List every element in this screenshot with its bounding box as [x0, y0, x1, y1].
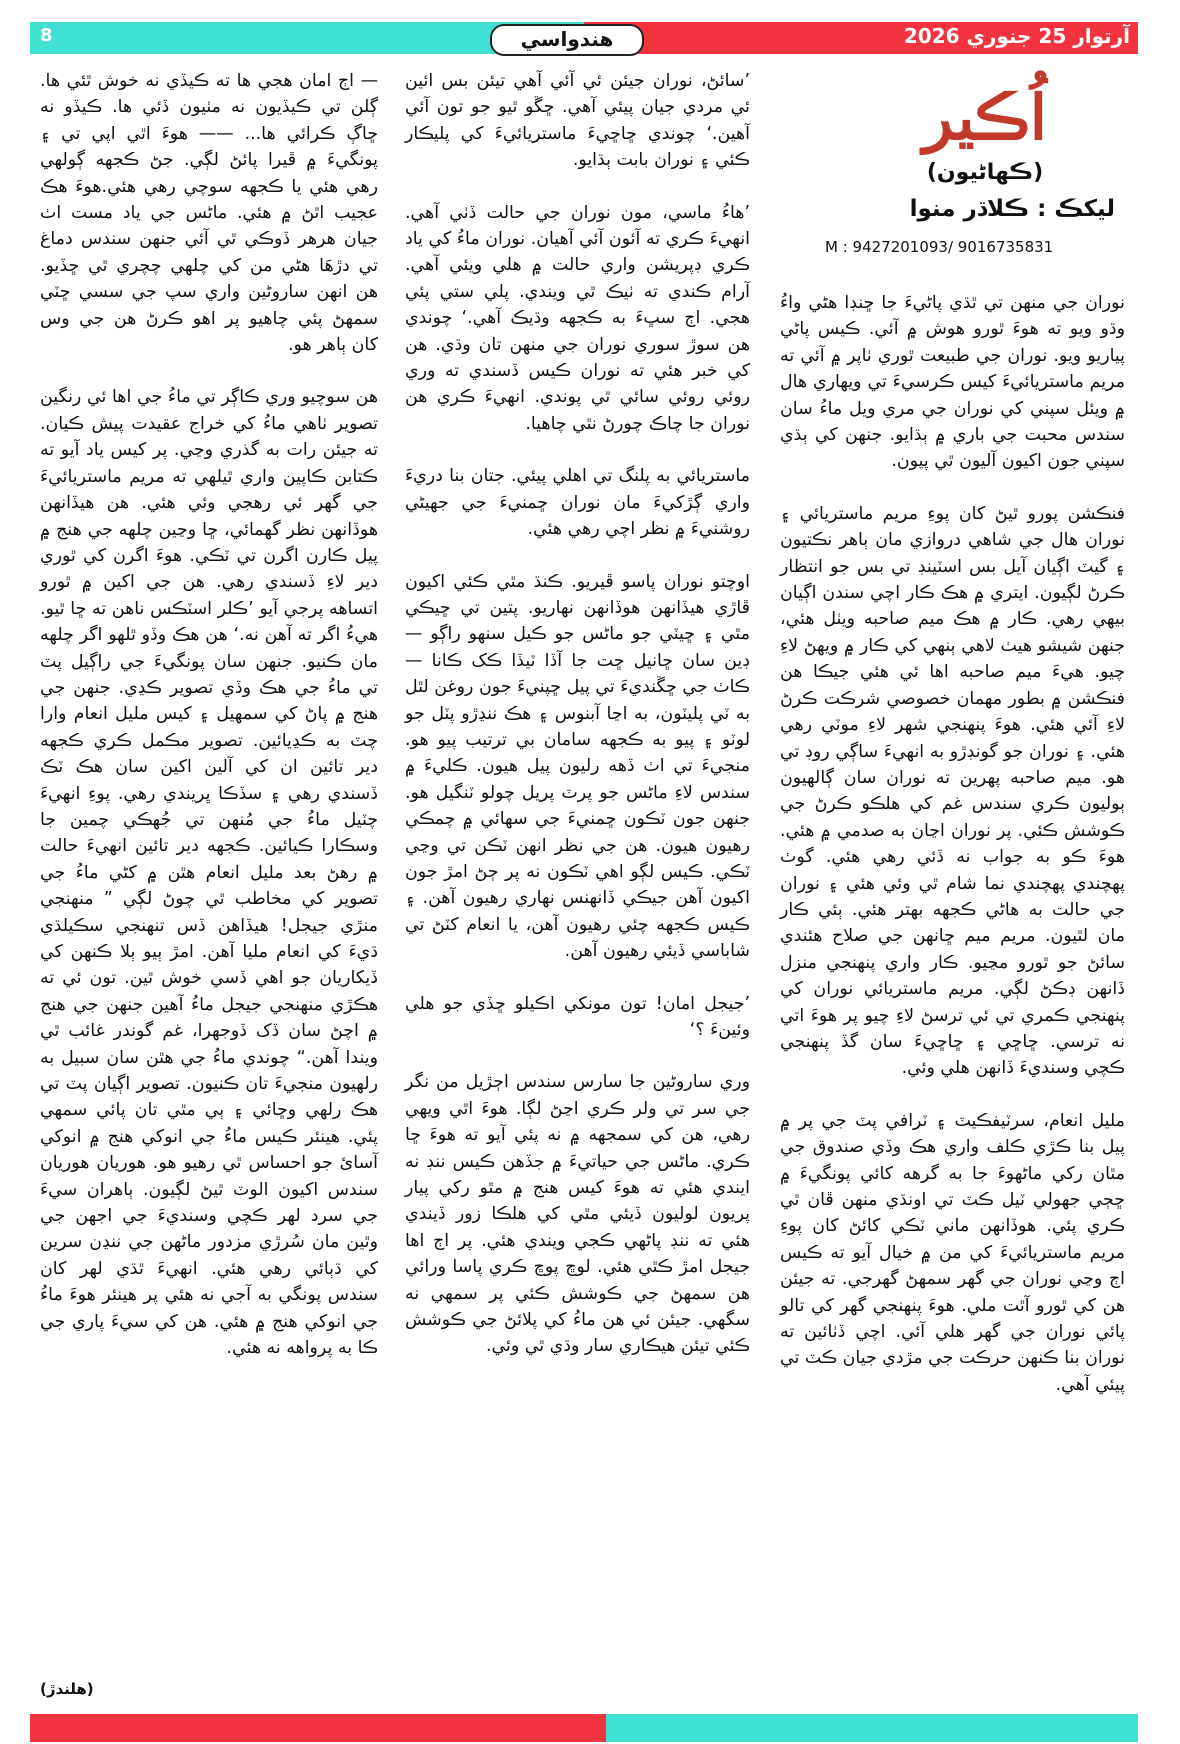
author-byline: ليکڪ : ڪلاڌر منوا [909, 196, 1115, 222]
article-column-left [40, 68, 378, 1388]
article-genre: (ڪهاڻيون) [926, 160, 1044, 185]
paragraph: — اڄ امان هجي ها ته ڪيڏي نه خوش ٿئي ها. ڳلن تي ڪيڏيون نه مٺيون ڏئي ها. ڪيڏو نه ڇاڳ ڪرائي ها... —— هوءَ اٿي اپي تي ۽ پونگيءَ ۾ ڦيرا پائڻ لڳي. جڻ ڪجهه ڳولهي رهي هئي يا ڪجهه سوچي رهي هئي.هوءَ هڪ عجيب اٿڻ ۾ هئي. ماڻس جي ياد مست اٺ جيان هرهر ڏوڪي ٿي آئي جنهن سندس دماغ تي دڙهَا هڻي من کي چلهي چچري ٿي ڇڏيو. هن انهن ساروڻين واري سپ جي سسي ڇٽي سمهڻ پئي چاهيو پر اهو ڪرڻ هن جي وس کان ٻاهر هو. [40, 71, 378, 356]
page-number: 8 [40, 25, 53, 46]
paragraph: فنڪشن پورو ٿيڻ کان پوءِ مريم ماستريائي ۽ نوران هال جي شاهي دروازي مان ٻاهر نڪتيون ۽ گيٽ اڳيان آيل بس اسٽينڊ تي بس جو انتظار ڪرڻ لڳيون. ايتري ۾ هڪ ڪار اچي سندن اڳيان بيهي رهي. ڪار ۾ هڪ ميم صاحبه ويٺل هئي، جنهن شيشو هيٺ لاهي ٻنهي کي ڪار ۾ ويهڻ لاءِ چيو. هيءَ ميم صاحبه اها ئي هئي جيڪا هن فنڪشن ۾ بطور مهمان خصوصي شرڪت ڪرڻ لاءِ آئي هئي. هوءَ پنهنجي شهر لاءِ موٽي رهي هئي. ۽ نوران جو گونڊڙو به انهيءَ ساڳي روڊ تي هو. ميم صاحبه پهرين ته نوران سان ڳالهيون ٻوليون ڪري سندس غم کي هلڪو ڪرڻ جي ڪوشش ڪئي. پر نوران اڃان به صدمي ۾ هئي. هوءَ ڪو به جواب نه ڏئي رهي هئي. گوٺ پهچندي پهچندي نما شام ٿي وئي هئي ۽ نوران جي حالت به هاڻي ڪجهه بهتر هئي. ٻئي ڪار مان لٿيون. مريم ميم ڇانهن جي صلاح هئندي سائڻ جو ٿورو مڃيو. ڪار واري پنهنجي منزل ڏانهن ڊڪڻ لڳي. مريم ماستريائي نوران کي پنهنجي ڪمري تي ئي ترسڻ لاءِ چيو پر هوءَ اتي نه ترسي. ڇاڇي ۽ ڇاڇيءَ سان گڏ پنهنجي ڪچي وسنديءَ ڏانهن هلي وئي. [780, 503, 1125, 1079]
newspaper-masthead: هندواسي [490, 24, 644, 56]
paragraph: هن سوچيو وري ڪاڳر تي ماءُ جي اها ئي رنگين تصوير ٺاهي ماءُ کي خراج عقيدت پيش ڪيان. ته جيئن رات به گذري وڃي. پر کيس ياد آيو ته ڪتابن ڪاپين واري ٿيلهي ته مريم ماستريائيءَ جي گهر ئي رهجي وئي هئي. هن هيڏانهن هوڏانهن نظر گهمائي، ڇا وڃين چلهه جي هنج ۾ پيل ڪارن اگرن تي ٽڪي. هوءَ اگرن کي ٿوري دير لاءِ ڏسندي رهي. هن جي اکين ۾ ٿورو اتساهه پرجي آيو ’ڪلر اسٽڪس ناهن ته ڇا ٿيو. هيءُ اگر ته آهن نه.‘ هن هڪ وڏو ٿلهو اگر چلهه مان ڪنيو. جنهن سان پونگيءَ جي راڳيل پٽ تي ماءُ جي هڪ وڏي تصوير ڪڍي. جنهن جي هنج ۾ پاڻ کي سمهيل ۽ کيس مليل انعام وارا چٽ به ڪڍيائين. تصوير مڪمل ڪري ڪجهه دير تائين ان کي آلين اکين سان هڪ ٽڪ ڏسندي رهي ۽ سڏڪا ڀريندي رهي. پوءِ انهيءَ چٽيل ماءُ جي مُنهن تي جُهڪي چمين جا وسڪارا ڪيائين. ڪجهه دير تائين انهيءَ حالت ۾ رهڻ بعد مليل انعام هٿن ۾ کڻي ماءُ جي تصوير کي مخاطب ٿي چوڻ لڳي ” منهنجي منڙي جيجل! هيڏاهن ڏس تنهنجي سڪيلڌي ڌيءَ کي انعام مليا آهن. امڙ ٻيو ٻلا ڪنهن کي ڏيکاريان جو اهي ڏسي خوش ٿين. تون ئي ته هڪڙي منهنجي جيجل ماءُ آهين جنهن جي هنج ۾ اچڻ سان ڏک ڏوجهرا، غم گوندر غائب ٿي ويندا آهن.“ چوندي ماءُ جي هٿن سان سبيل به رلهيون منجيءَ تان ڪنيون. تصوير اڳيان پٽ تي هڪ رلهي وڇائي ۽ ٻي مٿي تان پائي سمهي پئي. هينئر ڪيس ماءُ جي انوکي هنج ۾ انوکي آسائ جو احساس ٿي رهيو هو. هوريان هوريان سندس اکيون الوٽ ٿيڻ لڳيون. ٻاهران سيءَ جي سرد لهر ڪچي وسنديءَ جي اجهن جي وٿين مان سُرڙي مزدور ماڻهن جي ننڍن سرين کي ڌٻائي رهي هئي. انهيءَ ٿڌي لهر کان سندس پونگي به آجي نه هئي پر هينئر هوءَ ماءُ جي انوکي هنج ۾ هئي. هن کي سيءَ پاري جي ڪا به پرواهه نه هئي. [40, 387, 378, 1359]
author-phone: M : 9427201093/ 9016735831 [825, 238, 1054, 256]
footer-bar-red [30, 1714, 606, 1742]
article-column-middle [405, 68, 750, 1386]
continued-marker: (هلندڙ) [40, 1680, 94, 1698]
paragraph: مليل انعام، سرٽيفڪيٽ ۽ ٽرافي پٽ جي پر ۾ پيل بنا ڪڙي ڪلف واري هڪ وڏي صندوق جي مٿان رکي ماڻهوءَ جا به گرهه کائي پونگيءَ ۾ ڇڄي جهولي ٽيل ڪٽ تي اونڌي منهن ڦان ٿي ڪري پئي. هوڏانهن ماني ٽڪي کائڻ کان پوءِ مريم ماستريائيءَ کي من ۾ خيال آيو ته ڪيس اڄ وڃي نوران جي گهر سمهڻ گهرجي. ته جيئن هن کي ٿورو آٿت ملي. هوءَ پنهنجي گهر کي تالو پائي نوران جي گهر هلي آئي. اچي ڏٺائين ته نوران بنا ڪنهن حرڪت جي مڙدي جيان ڪٽ تي پيئي آهي. [780, 1110, 1125, 1395]
paragraph: ’سائڻ، نوران جيئن ئي آئي آهي تيئن بس ائين ئي مردي جيان پيئي آهي. ڇڱو ٿيو جو تون آئي آهين.‘ چوندي ڇاڇيءَ ماستريائيءَ کي پليڪار ڪئي ۽ نوران بابت ٻڌايو. [405, 71, 750, 171]
paragraph: ’هاءُ ماسي، مون نوران جي حالت ڏٺي آهي. انهيءَ ڪري ته آئون آئي آهيان. نوران ماءُ کي ياد ڪري ڊپريشن واري حالت ۾ هلي ويئي آهي. آرام ڪندي ته ٺيڪ ٿي ويندي. پلي ستي پئي هجي. اڄ سڀءَ به ڪجهه وڌيڪ آهي.‘ چوندي هن سوڙ سوري نوران جي منهن تان وڌي. هن کي خبر هئي ته نوران ڪيس ڏسندي ته وري روئي روئي سائي ٿي پوندي. انهيءَ ڪري هن نوران جا چاڪ چورڻ نٿي چاهيا. [405, 202, 750, 434]
paragraph: ’جيجل امان! تون مونکي اڪيلو ڇڏي جو هلي وئينءَ ؟‘ [405, 993, 750, 1040]
footer-bar [30, 1714, 1138, 1742]
footer-bar-teal [606, 1714, 1138, 1742]
paragraph: اوچتو نوران پاسو ڦيريو. ڪنڌ مٿي ڪئي اکيون ڦاڙي هيڏانهن هوڏانهن نهاريو. پتين تي ڇيڪي مٿي ۽ ڇيٽي جو ماڻس جو ڪيل سنهو راڳو — ڊين سان ڇانيل ڇت جا آڏا ٽيڏا ڪک ڪانا — ڪاٺ جي ڇڱنديءَ تي پيل ڇپنيءَ جون روغن لٿل به ٽي پليٽون، به اڃا آبنوس ۽ هڪ ننڍڙو پٽل جو لوٽو ۽ پيو به ڪجهه سامان بي ترتيب پيو هو. منجيءَ تي اٺ ڏهه رليون پيل هيون. ڪليءَ ۾ سندس لاءِ ماڻس جو پرٽ پريل چولو ٽنگيل هو. جنهن جون ٽڪون ڇمنيءَ جي سهائي ۾ چمڪي رهيون هيون. هن جي نظر انهن ٽڪن تي وڃي ٽڪي. ڪيس لڳو اهي ٽڪون نه پر ڄڻ امڙ جون اکيون آهن جيڪي ڏانهنس نهاري رهيون آهن. ۽ ڪيس ڪجهه چئي رهيون آهن، يا انعام کٽڻ تي شاباسي ڏيئي رهيون آهن. [405, 571, 750, 962]
paragraph: وري ساروڻين جا سارس سندس اڄڙيل من نگر جي سر تي ولر ڪري اڃڻ لڳا. هوءَ اٿي ويهي رهي، هن کي سمجهه ۾ نه پئي آيو ته هوءَ ڇا ڪري. ماڻس جي حياتيءَ ۾ جڏهن ڪيس ننڊ نه ايندي هئي ته هوءَ کيس هنج ۾ مٿو رکي پيار پريون لوليون ڏيئي مٿي کي هلڪا زور ڏيندي هئي ته ننڊ پاڻهي ڪجي ويندي هئي. پر اڄ اها جيجل امڙ ڪٿي هئي. لوڇ پوڇ ڪري پاسا ورائي هن سمهڻ جي ڪوشش ڪئي پر سمهي نه سگهي. جيئن ئي هن ماءُ کي پلائڻ جي ڪوشش ڪئي تيئن هيڪاري سار وڌي ٿي وئي. [405, 1072, 750, 1357]
article-title: اُڪير [923, 81, 1047, 154]
paragraph: ماستريائي به پلنگ تي اهلي پيئي. جتان بنا دريءَ واري ڳڙکيءَ مان نوران ڇمنيءَ جي جهيڻي روشنيءَ ۾ نظر اچي رهي هئي. [405, 466, 750, 540]
issue-date: آرتوار 25 جنوري 2026 [903, 24, 1130, 48]
article-column-right [780, 290, 1125, 1424]
paragraph: نوران جي منهن تي ٿڌي پاڻيءَ جا ڇنڊا هڻي واءُ وڌو ويو ته هوءَ ٿورو هوش ۾ آئي. ڪيس پاڻي پياريو ويو. نوران جي طبيعت ٿوري ٺاپر ۾ آئي ته مريم ماستريائيءَ کيس ڪرسيءَ تي ويهاري هال ۾ ويئل سپني کي نوران جي مري ويل ماءُ سان سندس محبت جي باري ۾ ٻڌايو. جنهن کي ٻڌي سپني جون اکيون آليون ٿي پيون. [780, 293, 1125, 472]
